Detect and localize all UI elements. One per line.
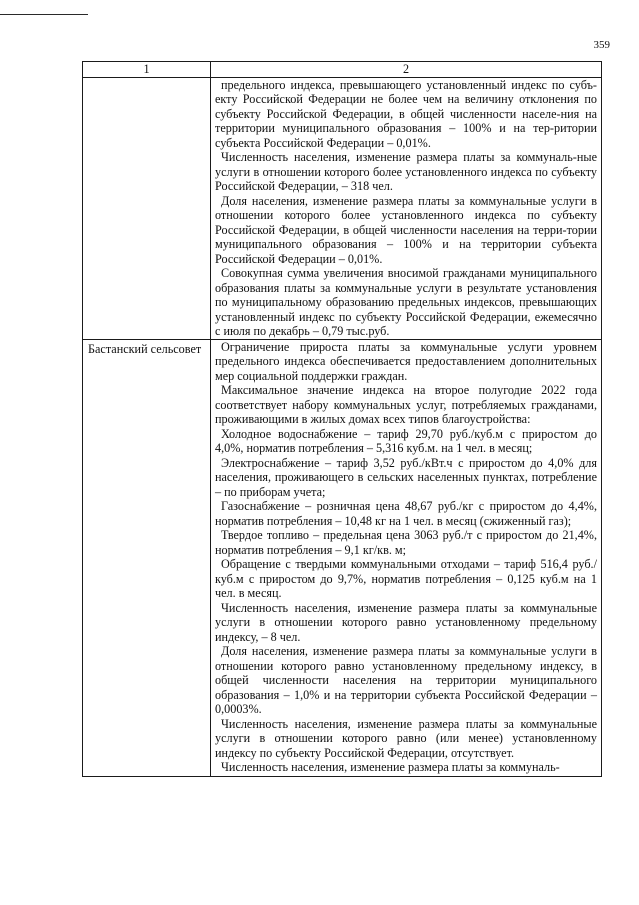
table-header-row	[83, 62, 602, 78]
paragraph: Газоснабжение – розничная цена 48,67 руб./кг с приростом до 4,4%, норматив потребления – 10,48 кг на 1 чел. в месяц (сжиженный газ);	[215, 499, 597, 528]
paragraph: Численность населения, изменение размера платы за коммунальные услуги в отношении которого равно (или менее) установленному индексу по субъекту Российской Федерации, отсутствует.	[215, 716, 597, 760]
municipality-name-cell: Бастанский сельсовет	[83, 339, 211, 777]
paragraph: Численность населения, изменение размера платы за коммунальные услуги в отношении которого равно установленному предельному индексу, – 8 чел.	[215, 600, 597, 644]
column-header-1: 1	[83, 62, 211, 78]
scan-edge-line	[0, 14, 88, 15]
paragraph: Холодное водоснабжение – тариф 29,70 руб./куб.м с приростом до 4,0%, норматив потребления – 5,316 куб.м. на 1 чел. в месяц;	[215, 426, 597, 455]
column-header-2: 2	[211, 62, 602, 78]
paragraph: Обращение с твердыми коммунальными отходами – тариф 516,4 руб./куб.м с приростом до 9,7%, норматив потребления – 0,125 куб.м на 1 чел. в месяц.	[215, 557, 597, 600]
table-row	[83, 77, 602, 339]
paragraph: Ограничение прироста платы за коммунальные услуги уровнем предельного индекса обеспечивается предоставлением дополнительных мер социальной поддержки граждан.	[215, 339, 597, 383]
document-table	[82, 61, 602, 777]
paragraph: Доля населения, изменение размера платы за коммунальные услуги в отношении которого равно установленному предельному индексу, в общей численности населения на территории муниципального образования – 1,0% и на территории субъекта Российской Федерации – 0,0003%.	[215, 644, 597, 716]
paragraph: Совокупная сумма увеличения вносимой гражданами муниципального образования платы за коммунальные услуги в результате установления по муниципальному образованию предельных индексов, превышающих установленный индекс по субъекту Российской Федерации, ежемесячно с июля по декабрь – 0,79 тыс.руб.	[215, 266, 597, 338]
description-cell	[211, 77, 602, 339]
paragraph: предельного индекса, превышающего установленный индекс по субъ-екту Российской Федерации не более чем на величину отклонения по субъекту Российской Федерации, в общей численности населе-ния на территории муниципального образования – 100% и на тер-ритории субъекта Российской Федерации – 0,01%.	[215, 77, 597, 150]
municipality-name-cell	[83, 77, 211, 339]
table-row	[83, 339, 602, 777]
page-number: 359	[593, 39, 610, 51]
description-cell	[211, 339, 602, 777]
paragraph: Численность населения, изменение размера платы за коммуналь-ные услуги в отношении которого более установленного индекса по субъекту Российской Федерации, – 318 чел.	[215, 150, 597, 193]
paragraph: Максимальное значение индекса на второе полугодие 2022 года соответствует набору коммунальных услуг, потребляемых гражданами, проживающими в жилых домах всех типов благоустройства:	[215, 383, 597, 426]
paragraph: Твердое топливо – предельная цена 3063 руб./т с приростом до 21,4%, норматив потребления – 9,1 кг/кв. м;	[215, 528, 597, 557]
paragraph: Численность населения, изменение размера платы за коммуналь-	[221, 760, 560, 774]
paragraph: Электроснабжение – тариф 3,52 руб./кВт.ч с приростом до 4,0% для населения, проживающего в сельских населенных пунктах, потребление – по приборам учета;	[215, 455, 597, 499]
paragraph: Доля населения, изменение размера платы за коммунальные услуги в отношении которого более установленного индекса по субъекту Российской Федерации, в общей численности населения на терри-тории муниципального образования – 100% и на территории субъекта Российской Федерации – 0,01%.	[215, 193, 597, 266]
